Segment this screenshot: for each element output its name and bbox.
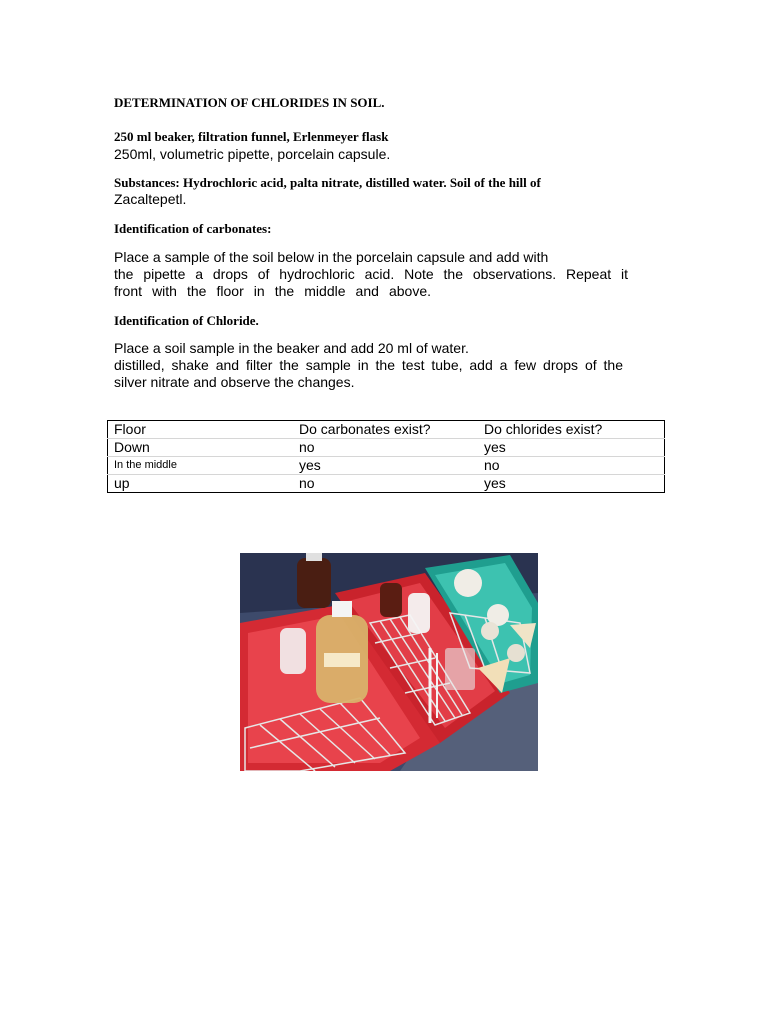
cell-floor: Down xyxy=(108,439,294,457)
table-header-row xyxy=(108,421,665,439)
chloride-line-1: Place a soil sample in the beaker and add 20 ml of water. xyxy=(114,340,469,356)
table-row xyxy=(108,475,665,493)
cell-carbonates: yes xyxy=(293,457,478,475)
carbonates-line-2: the pipette a drops of hydrochloric acid. Note the observations. Repeat it xyxy=(114,266,628,282)
cell-chlorides: yes xyxy=(478,439,665,457)
header-chlorides: Do chlorides exist? xyxy=(478,421,665,439)
materials-line-2: 250ml, volumetric pipette, porcelain capsule. xyxy=(114,146,391,162)
carbonates-line-1: Place a sample of the soil below in the porcelain capsule and add with xyxy=(114,249,549,265)
carbonates-line-3: front with the floor in the middle and above. xyxy=(114,283,431,299)
lab-equipment-photo xyxy=(240,553,538,771)
cell-carbonates: no xyxy=(293,439,478,457)
document-title: DETERMINATION OF CHLORIDES IN SOIL. xyxy=(114,95,385,110)
substances-line-2: Zacaltepetl. xyxy=(114,191,187,207)
results-table xyxy=(107,420,665,493)
materials-line-1: 250 ml beaker, filtration funnel, Erlenmeyer flask xyxy=(114,129,389,144)
cell-chlorides: yes xyxy=(484,475,506,491)
cell-floor: In the middle xyxy=(108,457,294,475)
cell-carbonates: no xyxy=(299,475,315,491)
cell-chlorides: no xyxy=(478,457,665,475)
chloride-line-2: distilled, shake and filter the sample in the test tube, add a few drops of the xyxy=(114,357,623,373)
substances-line-1: Substances: Hydrochloric acid, palta nitrate, distilled water. Soil of the hill of xyxy=(114,175,541,190)
table-row xyxy=(108,439,665,457)
table-row xyxy=(108,457,665,475)
header-floor: Floor xyxy=(108,421,294,439)
cell-floor: up xyxy=(114,475,130,491)
header-carbonates: Do carbonates exist? xyxy=(293,421,478,439)
chloride-heading: Identification of Chloride. xyxy=(114,313,259,328)
carbonates-heading: Identification of carbonates: xyxy=(114,221,272,236)
chloride-line-3: silver nitrate and observe the changes. xyxy=(114,374,355,390)
